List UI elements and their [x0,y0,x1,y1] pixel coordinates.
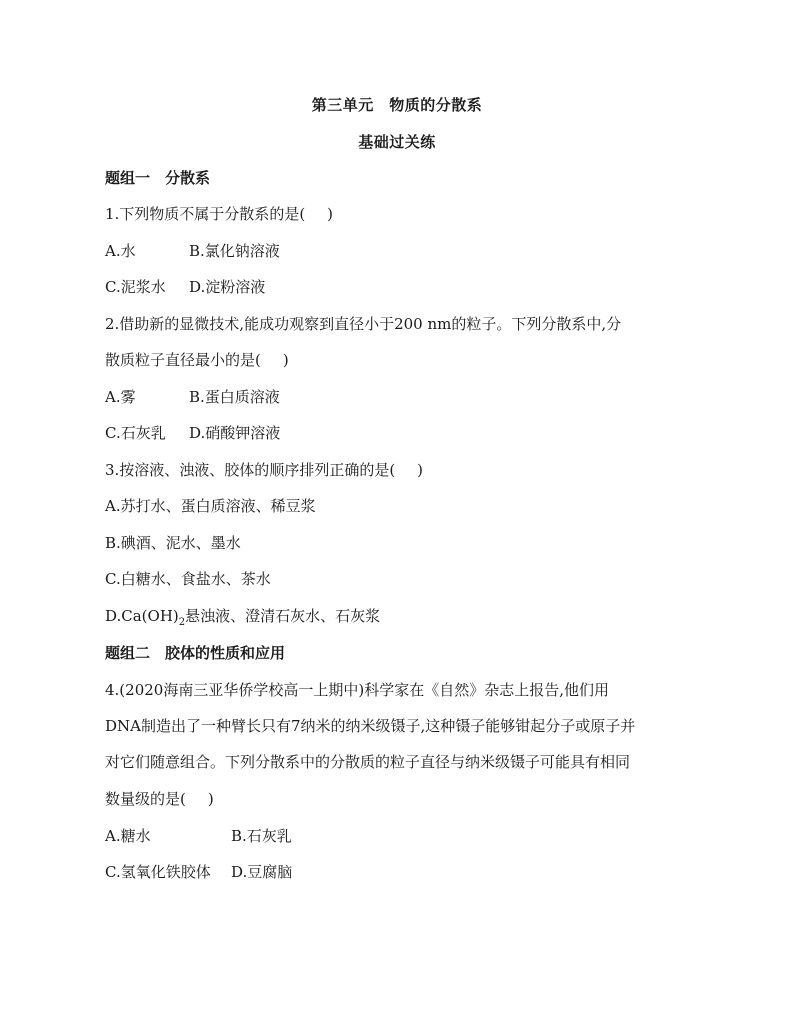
question-4-text: 数量级的是( [105,790,186,808]
question-3-option-d-text: 悬浊液、澄清石灰水、石灰浆 [185,607,381,625]
question-4-option-b: B.石灰乳 [231,827,292,845]
question-1-stem [105,204,333,224]
question-1-option-a: A.水 [105,242,136,260]
question-4-options-row-2 [105,862,292,882]
question-1-text: 1.下列物质不属于分散系的是( [105,205,306,223]
question-4-options-row-1 [105,826,292,846]
question-4-stem-line-2: DNA制造出了一种臂长只有7纳米的纳米级镊子,这种镊子能够钳起分子或原子并 [105,717,636,735]
question-3-option-d [105,606,380,633]
question-3-stem [105,460,423,480]
question-2-stem-line-2 [105,350,289,370]
question-3-text: 3.按溶液、浊液、胶体的顺序排列正确的是( [105,461,396,479]
question-2-option-b: B.蛋白质溶液 [189,388,280,406]
question-1-option-b: B.氯化钠溶液 [189,242,280,260]
question-1-option-c: C.泥浆水 [105,278,166,296]
question-2-close: ) [282,351,289,369]
question-3-option-a: A.苏打水、蛋白质溶液、稀豆浆 [105,497,316,515]
question-2-option-d: D.硝酸钾溶液 [189,424,281,442]
question-3-option-d-subscript: 2 [178,617,186,628]
question-2-option-a: A.雾 [105,388,136,406]
question-3-option-c: C.白糖水、食盐水、茶水 [105,570,271,588]
question-3-option-d-formula: D.Ca(OH) [105,607,179,625]
question-2-text: 散质粒子直径最小的是( [105,351,261,369]
question-2-stem-line-1: 2.借助新的显微技术,能成功观察到直径小于200 nm的粒子。下列分散系中,分 [105,315,622,333]
question-2-options-row-1 [105,387,280,407]
question-4-option-d: D.豆腐脑 [231,863,293,881]
question-1-close: ) [327,205,334,223]
question-3-close: ) [417,461,424,479]
question-4-stem-line-3: 对它们随意组合。下列分散系中的分散质的粒子直径与纳米级镊子可能具有相同 [105,753,631,771]
question-1-options-row-1 [105,241,280,261]
question-1-options-row-2 [105,277,265,297]
question-4-stem-line-1: 4.(2020海南三亚华侨学校高一上期中)科学家在《自然》杂志上报告,他们用 [105,681,609,699]
question-4-stem-line-4 [105,789,214,809]
page-subtitle: 基础过关练 [358,133,436,151]
question-2-options-row-2 [105,423,280,443]
page-title: 第三单元 物质的分散系 [311,96,483,114]
question-4-option-c: C.氢氧化铁胶体 [105,863,211,881]
question-4-option-a: A.糖水 [105,827,151,845]
question-4-close: ) [207,790,214,808]
question-2-option-c: C.石灰乳 [105,424,166,442]
group-heading-2: 题组二 胶体的性质和应用 [105,644,286,662]
group-heading-1: 题组一 分散系 [105,169,211,187]
question-3-option-b: B.碘酒、泥水、墨水 [105,534,241,552]
question-1-option-d: D.淀粉溶液 [189,278,266,296]
